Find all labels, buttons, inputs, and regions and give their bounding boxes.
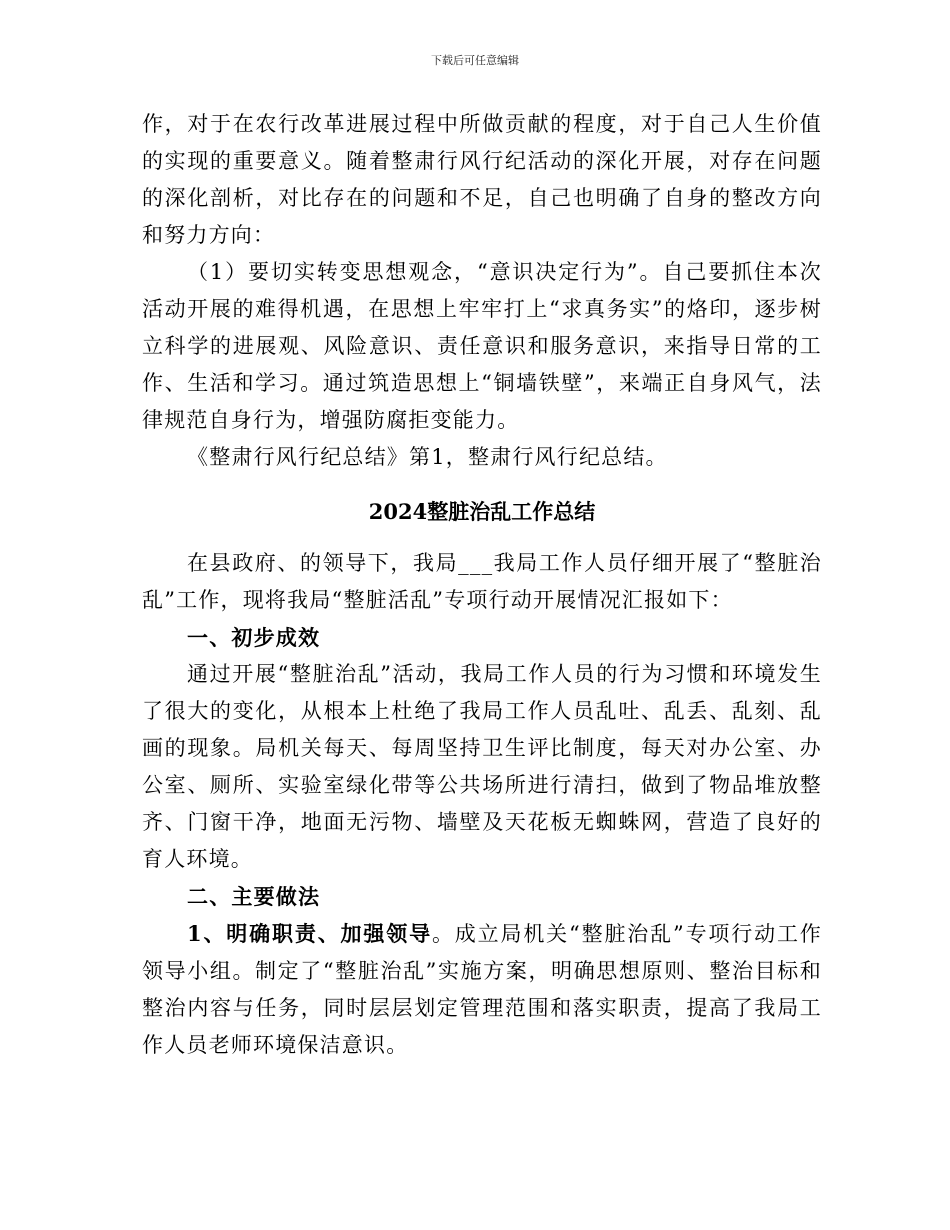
document-body: [142, 106, 822, 1064]
paragraph-item-1: （1）要切实转变思想观念，“意识决定行为”。自己要抓住本次活动开展的难得机遇，在思想上牢牢打上“求真务实”的烙印，逐步树立科学的进展观、风险意识、责任意识和服务意识，来指导日常的工作、生活和学习。通过筑造思想上“铜墙铁壁”，来端正自身风气，法律规范自身行为，增强防腐拒变能力。: [142, 260, 822, 432]
paragraph-continuation: 作，对于在农行改革进展过程中所做贡献的程度，对于自己人生价值的实现的重要意义。随着整肃行风行纪活动的深化开展，对存在问题的深化剖析，对比存在的问题和不足，自己也明确了自身的整改方向和努力方向：: [142, 112, 822, 247]
page-header-note: 下载后可任意编辑: [431, 54, 519, 67]
paragraph-method-1: [142, 915, 822, 1064]
paragraph-intro: 在县政府、的领导下，我局___我局工作人员仔细开展了“整脏治乱”工作，现将我局“整脏活乱”专项行动开展情况汇报如下：: [142, 551, 822, 612]
method-1-lead: 1、明确职责、加强领导: [187, 921, 432, 946]
paragraph-results: 通过开展“整脏治乱”活动，我局工作人员的行为习惯和环境发生了很大的变化，从根本上杜绝了我局工作人员乱吐、乱丢、乱刻、乱画的现象。局机关每天、每周坚持卫生评比制度，每天对办公室、办公室、厕所、实验室绿化带等公共场所进行清扫，做到了物品堆放整齐、门窗干净，地面无污物、墙壁及天花板无蜘蛛网，营造了良好的育人环境。: [142, 662, 822, 871]
section-heading-methods: 二、主要做法: [187, 884, 321, 909]
document-title: 2024整脏治乱工作总结: [368, 499, 596, 524]
method-1-text: 。成立局机关“整脏治乱”专项行动工作领导小组。制定了“整脏治乱”实施方案，明确思想原则、整治目标和整治内容与任务，同时层层划定管理范围和落实职责，提高了我局工作人员老师环境保洁意识。: [142, 922, 823, 1057]
paragraph-closing-note: 《整肃行风行纪总结》第1，整肃行风行纪总结。: [187, 445, 668, 469]
section-heading-results: 一、初步成效: [187, 625, 321, 650]
